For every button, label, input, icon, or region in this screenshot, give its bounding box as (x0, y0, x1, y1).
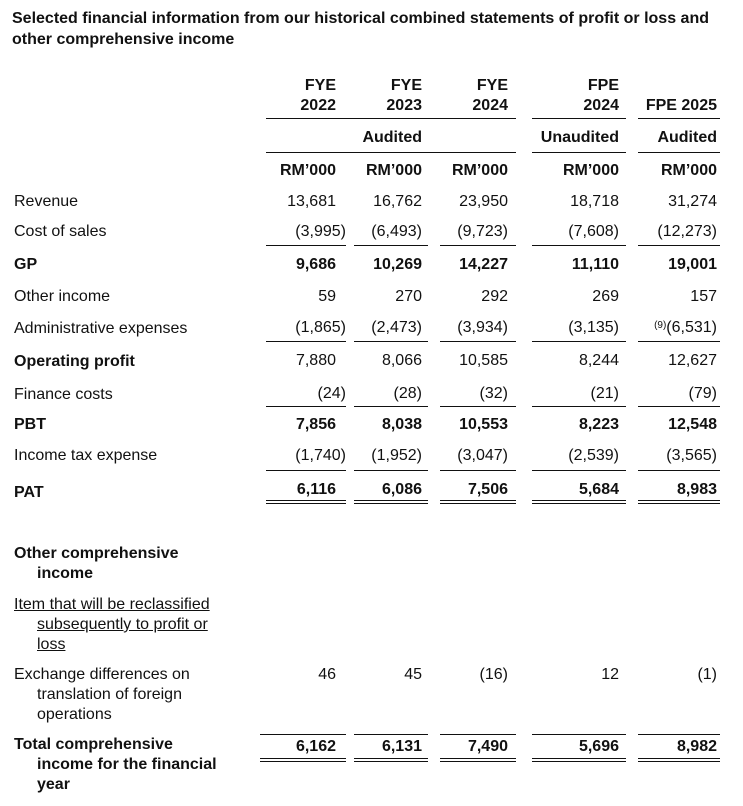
rule (532, 245, 626, 246)
rule (532, 500, 626, 501)
rule (440, 503, 516, 504)
row-label-revenue: Revenue (14, 193, 79, 210)
rule (354, 758, 428, 759)
rule (266, 341, 346, 342)
cell-value: 10,553 (459, 416, 508, 433)
unaudited-label: Unaudited (540, 129, 619, 146)
row-label-operating-profit: Operating profit (14, 353, 135, 370)
rule (532, 758, 626, 759)
rule (638, 758, 720, 759)
row-label-finance-costs: Finance costs (14, 386, 113, 403)
cell-value: 269 (592, 288, 619, 305)
row-label-other-income: Other income (14, 288, 111, 305)
rule (638, 761, 720, 762)
row-label-pbt: PBT (14, 416, 46, 433)
rule (532, 470, 626, 471)
col-header-fye-2022: FYE 2022 (300, 77, 336, 114)
cell-value: (6,531) (666, 319, 717, 336)
cell-value: (28) (393, 385, 422, 402)
col-header-fpe-2024: FPE 2024 (583, 77, 619, 114)
cell-value: 7,490 (467, 738, 508, 755)
cell-value: 11,110 (571, 256, 619, 273)
rule (354, 500, 428, 501)
row-label-cost-of-sales: Cost of sales (14, 223, 107, 240)
rule (440, 500, 516, 501)
cell-value: 270 (395, 288, 422, 305)
rule (638, 406, 720, 407)
cell-value: (3,995) (295, 223, 346, 240)
cell-value: (2,539) (568, 447, 619, 464)
cell-value: 6,116 (296, 481, 336, 498)
rule (354, 734, 428, 735)
col-header-fye-2024: FYE 2024 (472, 77, 508, 114)
row-label-pat: PAT (14, 484, 44, 501)
audited-label: Audited (362, 129, 422, 146)
cell-value: (6,493) (371, 223, 422, 240)
rule (440, 734, 516, 735)
rule (260, 734, 346, 735)
header-rule-unaudited (532, 118, 626, 119)
rule (354, 761, 428, 762)
rule (638, 503, 720, 504)
audited-2025-label: Audited (657, 129, 717, 146)
cell-value: 8,244 (578, 352, 619, 369)
rule (532, 341, 626, 342)
cell-value: 18,718 (570, 193, 619, 210)
cell-value: 31,274 (668, 193, 717, 210)
cell-value: (1,740) (295, 447, 346, 464)
rule (532, 761, 626, 762)
cell-value: 7,856 (295, 416, 336, 433)
oci-heading: Other comprehensive income (14, 545, 179, 582)
cell-value: 9,686 (295, 256, 336, 273)
rule (266, 500, 346, 501)
rule (532, 406, 626, 407)
admin-expenses-fpe2025 (654, 318, 717, 338)
cell-value: (1,952) (371, 447, 422, 464)
row-label-total-comprehensive-income: Total comprehensive income for the financial year (14, 736, 217, 793)
rule (638, 500, 720, 501)
rule (354, 406, 428, 407)
rule (440, 245, 516, 246)
cell-value: 23,950 (459, 193, 508, 210)
rule (638, 470, 720, 471)
audit-rule-mid (532, 152, 626, 153)
cell-value: 7,880 (295, 352, 336, 369)
cell-value: 8,038 (381, 416, 422, 433)
cell-value: 10,269 (373, 256, 422, 273)
cell-value: 13,681 (287, 193, 336, 210)
cell-value: (3,135) (568, 319, 619, 336)
cell-value: (12,273) (657, 223, 717, 240)
cell-value: 59 (318, 288, 336, 305)
cell-value: (2,473) (371, 319, 422, 336)
row-label-exchange-differences: Exchange differences on translation of foreign operations (14, 666, 190, 723)
row-label-income-tax: Income tax expense (14, 447, 158, 464)
cell-value: (79) (688, 385, 717, 402)
cell-value: 14,227 (459, 256, 508, 273)
cell-value: 45 (404, 666, 422, 683)
footnote-marker: (9) (654, 320, 667, 331)
cell-value: (1) (697, 666, 717, 683)
audit-rule-left (266, 152, 516, 153)
cell-value: 10,585 (459, 352, 508, 369)
cell-value: (16) (479, 666, 508, 683)
header-rule-audited (266, 118, 516, 119)
cell-value: (3,565) (666, 447, 717, 464)
cell-value: 6,086 (381, 481, 422, 498)
rule (532, 503, 626, 504)
cell-value: 12,548 (668, 416, 717, 433)
rule (638, 245, 720, 246)
rule (260, 761, 346, 762)
cell-value: 8,223 (578, 416, 619, 433)
cell-value: 8,066 (381, 352, 422, 369)
cell-value: 12 (601, 666, 619, 683)
rule (440, 761, 516, 762)
cell-value: 5,684 (578, 481, 619, 498)
cell-value: (9,723) (457, 223, 508, 240)
row-label-gp: GP (14, 256, 38, 273)
rule (440, 341, 516, 342)
rule (440, 758, 516, 759)
page-title: Selected financial information from our historical combined statements of profit or loss and other comprehensive income (12, 10, 709, 48)
cell-value: 6,131 (381, 738, 422, 755)
rule (354, 470, 428, 471)
cell-value: 19,001 (668, 256, 717, 273)
cell-value: 7,506 (467, 481, 508, 498)
rule (354, 245, 428, 246)
cell-value: 46 (318, 666, 336, 683)
cell-value: (7,608) (568, 223, 619, 240)
cell-value: (3,047) (457, 447, 508, 464)
currency-unit: RM’000 (562, 162, 619, 179)
cell-value: 6,162 (295, 738, 336, 755)
rule (638, 341, 720, 342)
cell-value: 5,696 (578, 738, 619, 755)
cell-value: 8,983 (676, 481, 717, 498)
col-header-fye-2023: FYE 2023 (386, 77, 422, 114)
rule (532, 734, 626, 735)
rule (266, 245, 346, 246)
cell-value: 8,982 (676, 738, 717, 755)
rule (440, 406, 516, 407)
cell-value: (3,934) (457, 319, 508, 336)
row-label-admin-expenses: Administrative expenses (14, 320, 188, 337)
cell-value: 12,627 (668, 352, 717, 369)
cell-value: (1,865) (295, 319, 346, 336)
currency-unit: RM’000 (660, 162, 717, 179)
cell-value: (21) (590, 385, 619, 402)
oci-item-heading: Item that will be reclassified subsequently to profit or loss (14, 596, 210, 653)
audit-rule-right (638, 152, 720, 153)
currency-unit: RM’000 (365, 162, 422, 179)
rule (266, 406, 346, 407)
rule (266, 470, 346, 471)
rule (354, 341, 428, 342)
cell-value: 157 (690, 288, 717, 305)
currency-unit: RM’000 (279, 162, 336, 179)
rule (354, 503, 428, 504)
rule (638, 734, 720, 735)
cell-value: (24) (317, 385, 346, 402)
currency-unit: RM’000 (451, 162, 508, 179)
cell-value: 16,762 (373, 193, 422, 210)
header-rule-fpe2025 (638, 118, 720, 119)
col-header-fpe-2025: FPE 2025 (645, 97, 717, 114)
rule (440, 470, 516, 471)
rule (266, 503, 346, 504)
rule (260, 758, 346, 759)
cell-value: 292 (481, 288, 508, 305)
cell-value: (32) (479, 385, 508, 402)
